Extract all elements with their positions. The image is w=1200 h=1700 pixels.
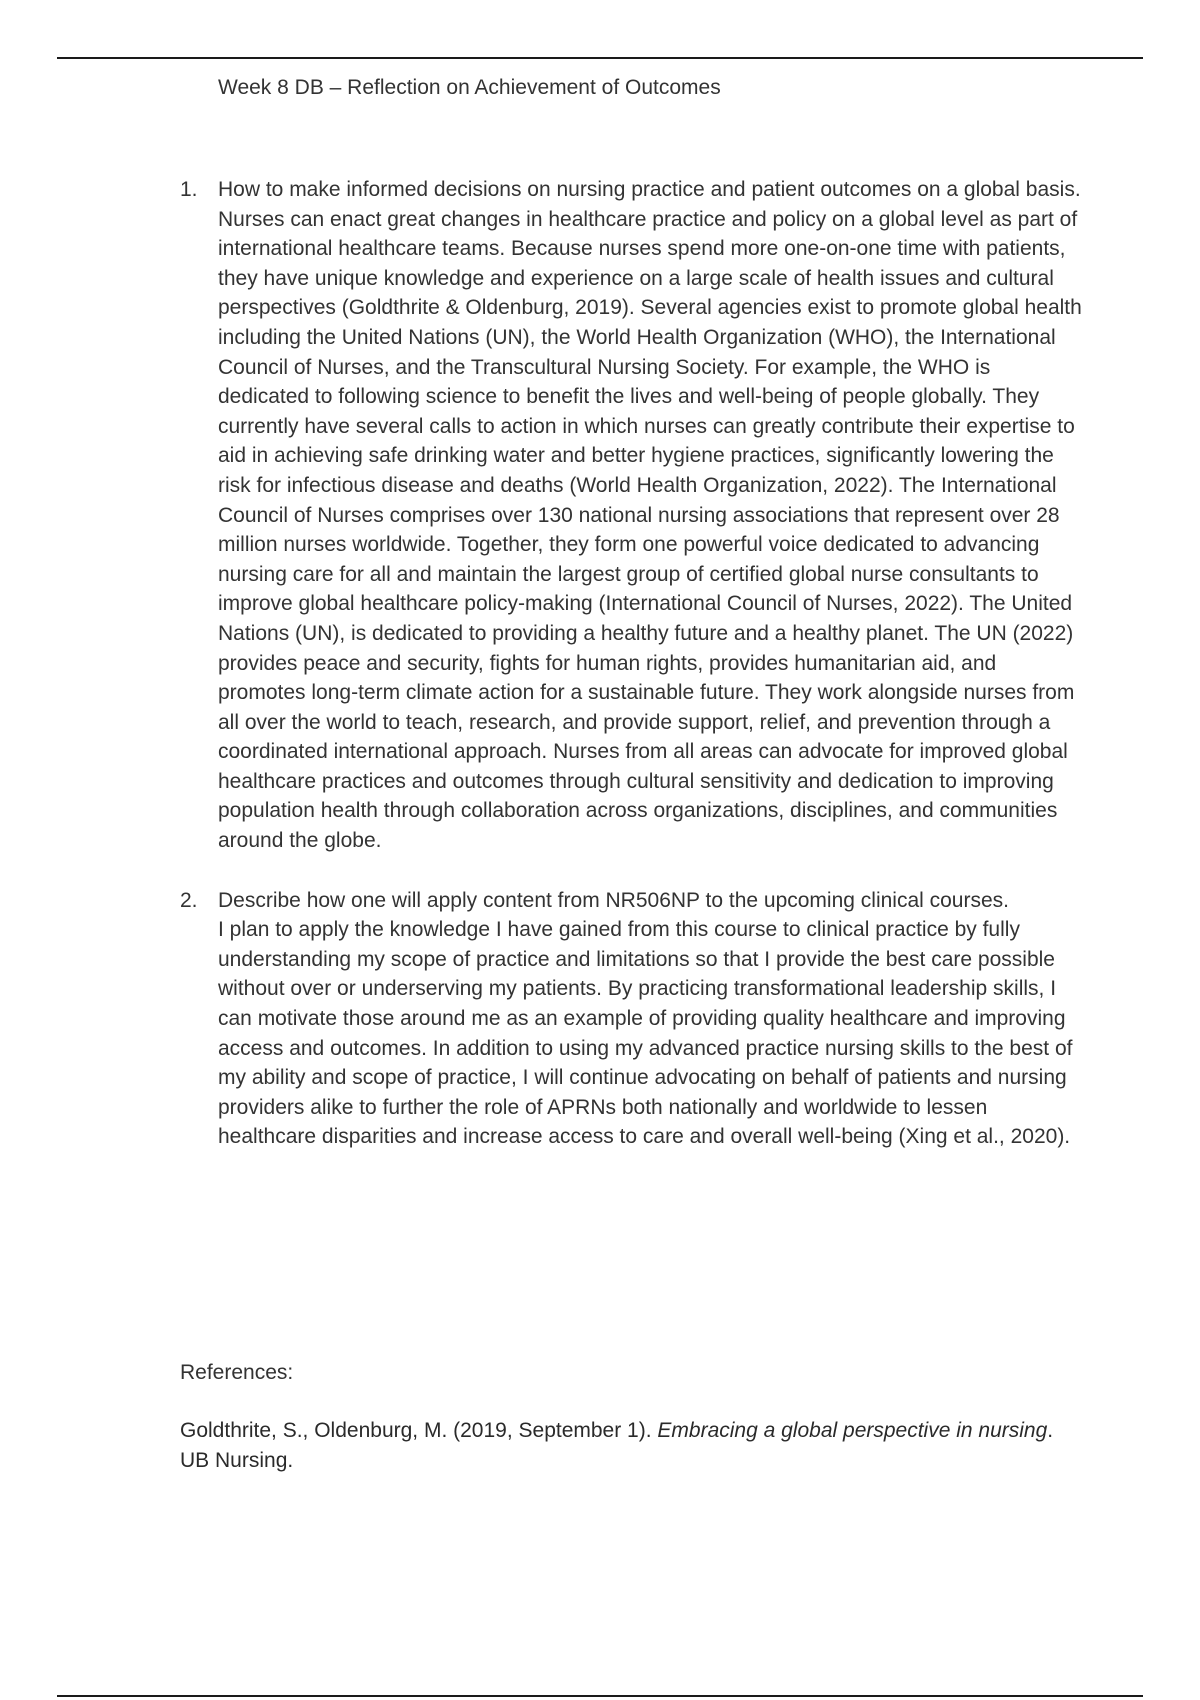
list-number: 2. <box>180 888 198 912</box>
list-number: 1. <box>180 178 198 201</box>
reference-entry <box>180 1416 1080 1476</box>
top-rule <box>57 57 1143 59</box>
list-item <box>180 886 1085 1152</box>
reference-publisher: . UB Nursing. <box>180 1419 1054 1472</box>
answer-text: I plan to apply the knowledge I have gained from this course to clinical practice by fully understanding my scope of practice and limitations so that I provide the best care possible without over or underserving my patients. By practicing transformational leadership skills, I can motivate those around me as an example of providing quality healthcare and improving access and outcomes. In addition to using my advanced practice nursing skills to the best of my ability and scope of practice, I will continue advocating on behalf of patients and nursing providers alike to further the role of APRNs both nationally and worldwide to lessen healthcare disparities and increase access to care and overall well-being (Xing et al., 2020). <box>218 918 1073 1149</box>
answer-text: Nurses can enact great changes in healthcare practice and policy on a global level as part of international healthcare teams. Because nurses spend more one-on-one time with patients, they have unique knowledge and experience on a large scale of health issues and cultural perspectives (Goldthrite & Oldenburg, 2019). Several agencies exist to promote global health including the United Nations (UN), the World Health Organization (WHO), the International Council of Nurses, and the Transcultural Nursing Society. For example, the WHO is dedicated to following science to benefit the lives and well-being of people globally. They currently have several calls to action in which nurses can greatly contribute their expertise to aid in achieving safe drinking water and better hygiene practices, significantly lowering the risk for infectious disease and deaths (World Health Organization, 2022). The International Council of Nurses comprises over 130 national nursing associations that represent over 28 million nurses worldwide. Together, they form one powerful voice dedicated to advancing nursing care for all and maintain the largest group of certified global nurse consultants to improve global healthcare policy-making (International Council of Nurses, 2022). The United Nations (UN), is dedicated to providing a healthy future and a healthy planet. The UN (2022) provides peace and security, fights for human rights, provides humanitarian aid, and promotes long-term climate action for a sustainable future. They work alongside nurses from all over the world to teach, research, and provide support, relief, and prevention through a coordinated international approach. Nurses from all areas can advocate for improved global healthcare practices and outcomes through cultural sensitivity and dedication to improving population health through collaboration across organizations, disciplines, and communities around the globe. <box>218 207 1082 853</box>
bottom-rule <box>57 1695 1143 1697</box>
document-title: Week 8 DB – Reflection on Achievement of Outcomes <box>218 76 721 99</box>
list-item <box>180 175 1085 856</box>
reference-authors-date: Goldthrite, S., Oldenburg, M. (2019, September 1). <box>180 1419 658 1442</box>
question-text: Describe how one will apply content from NR506NP to the upcoming clinical courses. <box>218 888 1009 912</box>
question-text: How to make informed decisions on nursing practice and patient outcomes on a global basis. <box>218 178 1081 201</box>
reference-title: Embracing a global perspective in nursing <box>657 1419 1048 1442</box>
numbered-list <box>180 175 1085 1152</box>
references-heading: References: <box>180 1361 294 1384</box>
